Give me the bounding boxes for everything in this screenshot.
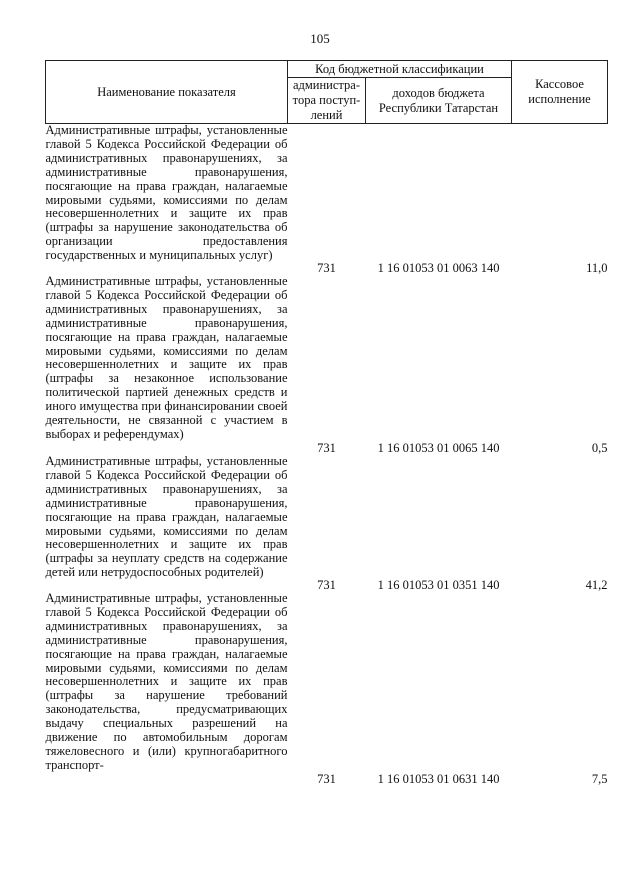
- row-amount: 11,0: [586, 261, 608, 275]
- table-row: [46, 592, 608, 786]
- row-name: Административные штрафы, установленные главой 5 Кодекса Российской Федерации об административных правонарушениях, за административные правонарушения, посягающие на права граждан, налагаемые мировыми судьями, комиссиями по делам несовершеннолетних и защите их прав (штрафы за незаконное использование политической партией денежных средств и иного имущества при финансировании своей деятельности, не связанной с участием в выборах и референдумах): [45, 274, 288, 441]
- row-amount: 7,5: [591, 772, 608, 786]
- row-admin-code: 731: [317, 441, 336, 455]
- row-name: Административные штрафы, установленные главой 5 Кодекса Российской Федерации об административных правонарушениях, за административные правонарушения, посягающие на права граждан, налагаемые мировыми судьями, комиссиями по делам несовершеннолетних и защите их прав (штрафы за неуплату средств на содержание детей или нетрудоспособных родителей): [45, 454, 288, 580]
- table-row: [46, 275, 608, 455]
- row-name-cell: [46, 275, 288, 455]
- row-amount: 41,2: [585, 578, 608, 592]
- row-income-code: 1 16 01053 01 0631 140: [377, 772, 500, 786]
- row-amount: 0,5: [591, 441, 608, 455]
- row-name-cell: [46, 124, 288, 276]
- header-cash-execution: Кассовое исполнение: [512, 61, 608, 124]
- table-row: [46, 124, 608, 276]
- row-admin-code: 731: [317, 261, 336, 275]
- row-name-cell: [46, 592, 288, 786]
- page-number: 105: [310, 31, 330, 46]
- header-admin: администра-тора поступ-лений: [288, 78, 366, 124]
- header-budget-classification-code: Код бюджетной классификации: [288, 61, 512, 78]
- budget-table: [45, 60, 608, 786]
- row-income-code: 1 16 01053 01 0063 140: [377, 261, 500, 275]
- row-admin-code: 731: [317, 578, 336, 592]
- row-name: Административные штрафы, установленные главой 5 Кодекса Российской Федерации об административных правонарушениях, за административные правонарушения, посягающие на права граждан, налагаемые мировыми судьями, комиссиями по делам несовершеннолетних и защите их прав (штрафы за нарушение требований законодательства, предусматривающих выдачу специальных разрешений на движение по автомобильным дорогам тяжеловесного и (или) крупногабаритного транспорт-: [45, 591, 288, 772]
- header-income: доходов бюджета Республики Татарстан: [366, 78, 512, 124]
- table-row: [46, 455, 608, 592]
- row-income-code: 1 16 01053 01 0351 140: [377, 578, 500, 592]
- row-income-code: 1 16 01053 01 0065 140: [377, 441, 500, 455]
- header-name: Наименование показателя: [46, 61, 288, 124]
- row-name-cell: [46, 455, 288, 592]
- header-row-1: [46, 61, 608, 78]
- row-admin-code: 731: [317, 772, 336, 786]
- row-name: Административные штрафы, установленные главой 5 Кодекса Российской Федерации об административных правонарушениях, за административные правонарушения, посягающие на права граждан, налагаемые мировыми судьями, комиссиями по делам несовершеннолетних и защите их прав (штрафы за нарушение законодательства об организации предоставления государственных и муниципальных услуг): [45, 123, 288, 263]
